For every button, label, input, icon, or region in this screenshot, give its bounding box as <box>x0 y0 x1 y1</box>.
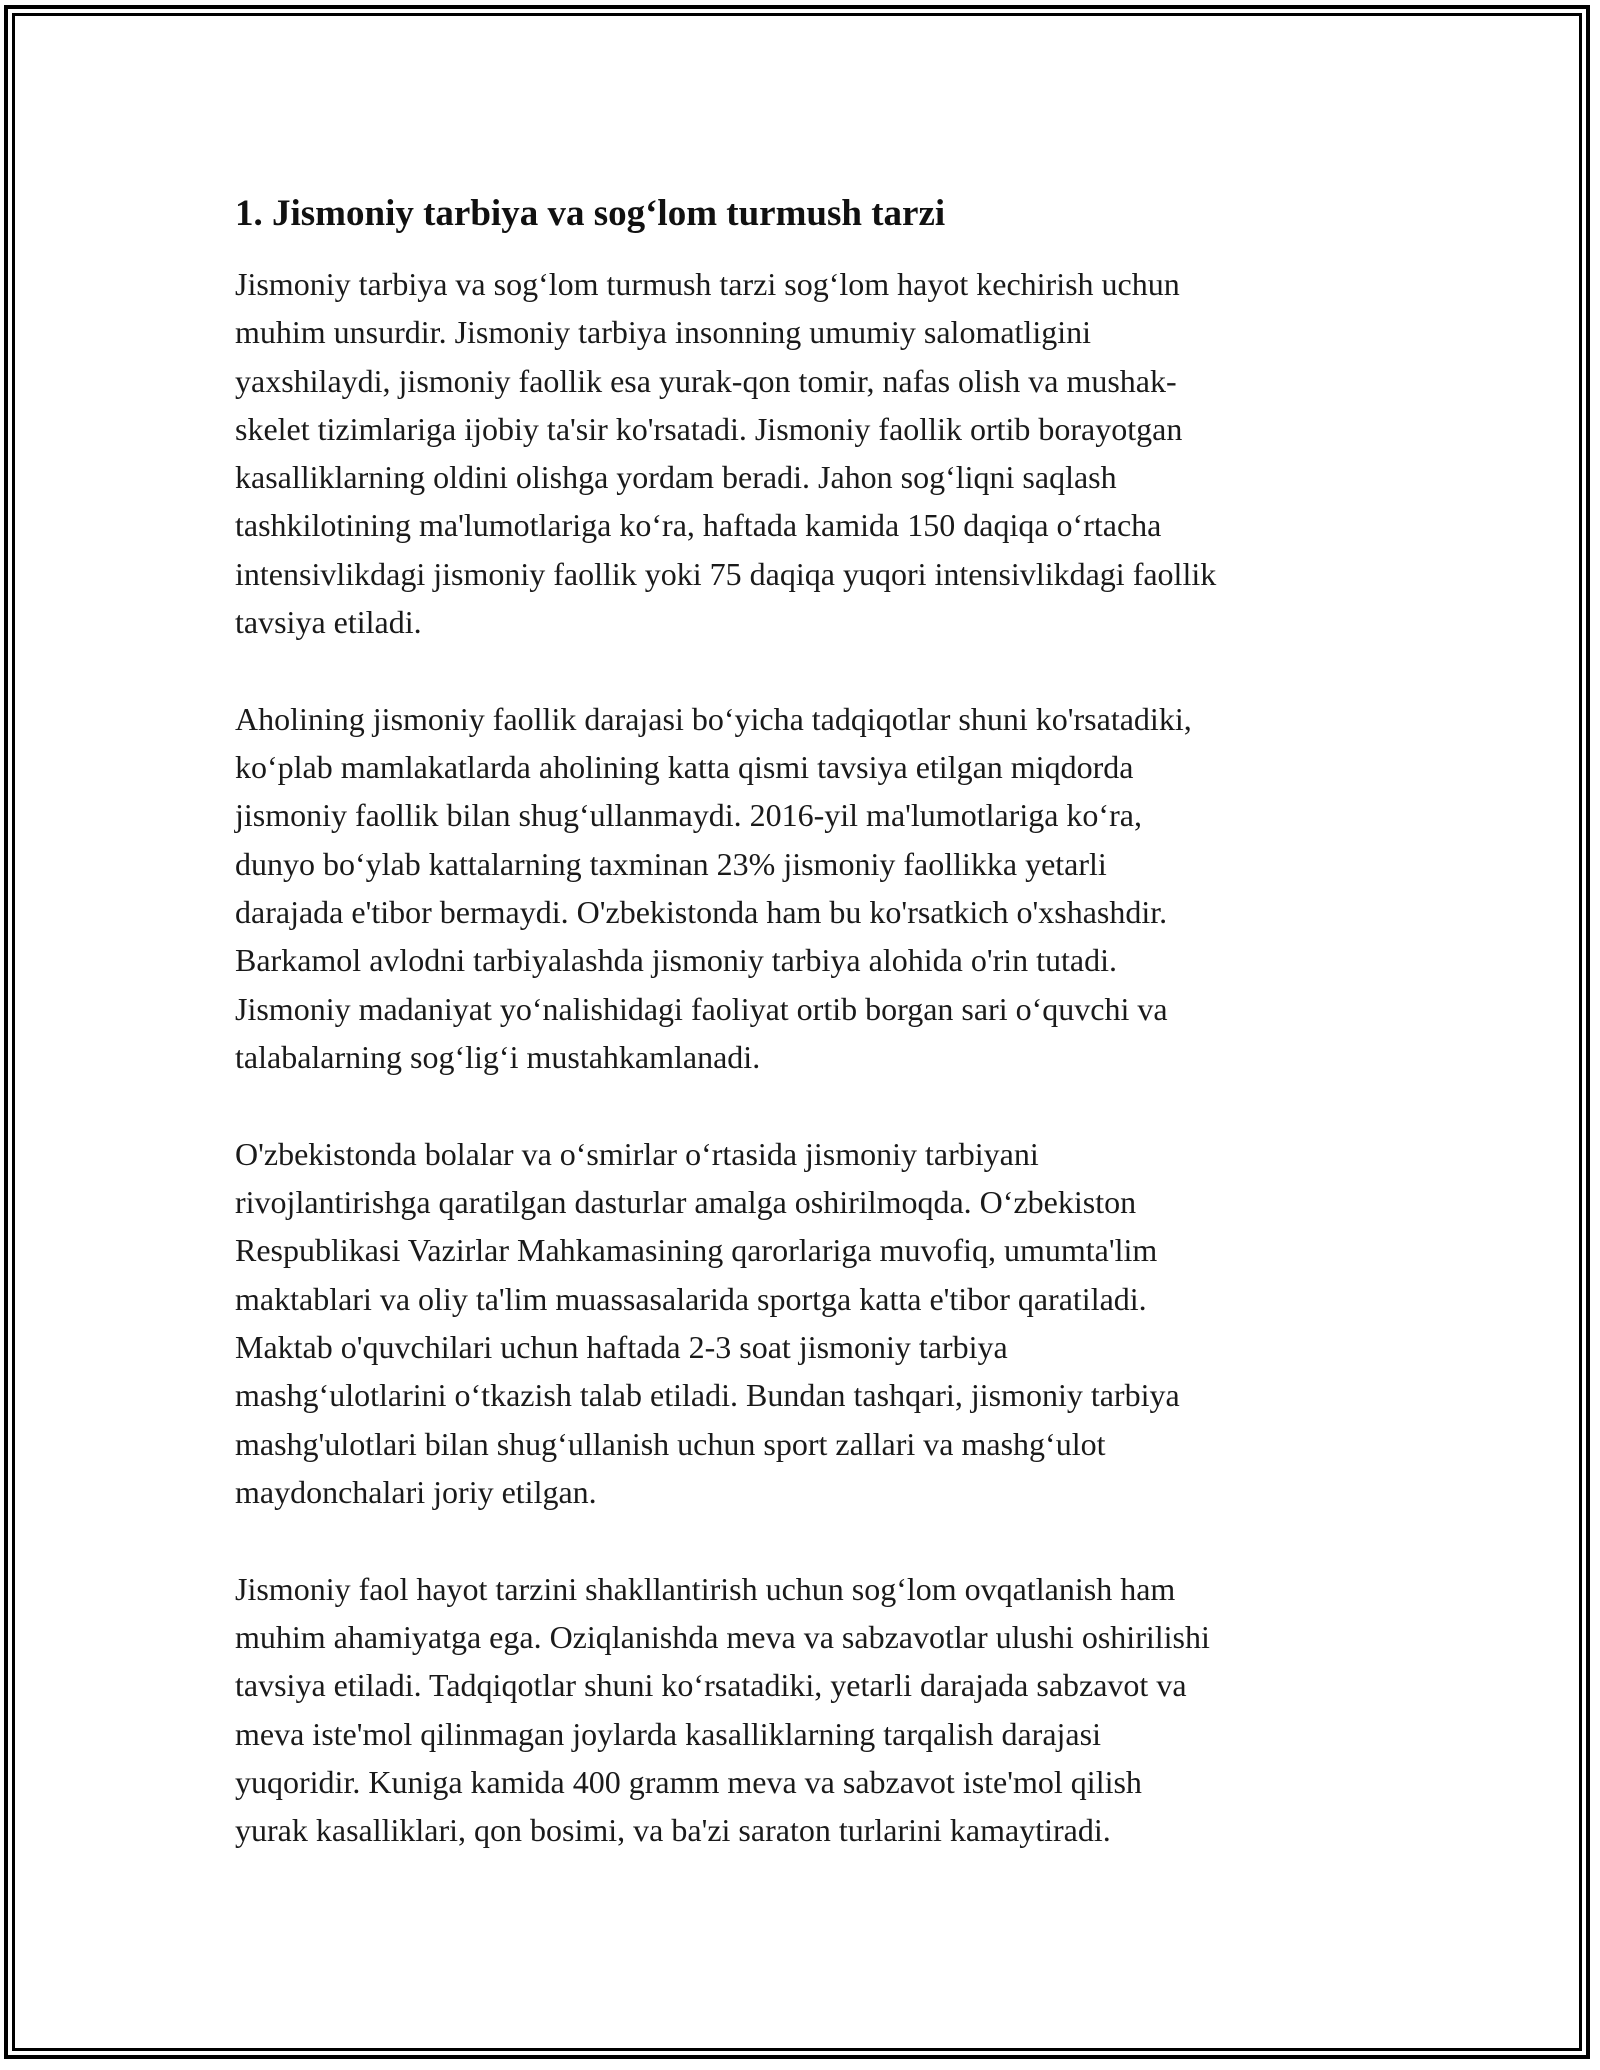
paragraph-uzbekistan-programs: O'zbekistonda bolalar va o‘smirlar o‘rtasida jismoniy tarbiyani rivojlantirishga qaratilgan dasturlar amalga oshirilmoqda. O‘zbekiston Respublikasi Vazirlar Mahkamasining qarorlariga muvofiq, umumta'lim maktablari va oliy ta'lim muassasalarida sportga katta e'tibor qaratiladi. Maktab o'quvchilari uchun haftada 2-3 soat jismoniy tarbiya mashg‘ulotlarini o‘tkazish talab etiladi. Bundan tashqari, jismoniy tarbiya mashg'ulotlari bilan shug‘ullanish uchun sport zallari va mashg‘ulot maydonchalari joriy etilgan. <box>235 1135 1180 1510</box>
paragraph-activity-statistics: Aholining jismoniy faollik darajasi bo‘yicha tadqiqotlar shuni ko'rsatadiki, ko‘plab mamlakatlarda aholining katta qismi tavsiya etilgan miqdorda jismoniy faollik bilan shug‘ullanmaydi. 2016-yil ma'lumotlariga ko‘ra, dunyo bo‘ylab kattalarning taxminan 23% jismoniy faollikka yetarli darajada e'tibor bermaydi. O'zbekistonda ham bu ko'rsatkich o'xshashdir. Barkamol avlodni tarbiyalashda jismoniy tarbiya alohida o'rin tutadi. Jismoniy madaniyat yo‘nalishidagi faoliyat ortib borgan sari o‘quvchi va talabalarning sog‘lig‘i mustahkamlanadi. <box>235 700 1192 1075</box>
paragraph-physical-education-intro: Jismoniy tarbiya va sog‘lom turmush tarzi sog‘lom hayot kechirish uchun muhim unsurdir. Jismoniy tarbiya insonning umumiy salomatligini yaxshilaydi, jismoniy faollik esa yurak-qon tomir, nafas olish va mushak- skelet tizimlariga ijobiy ta'sir ko'rsatadi. Jismoniy faollik ortib borayotgan kasalliklarning oldini olishga yordam beradi. Jahon sog‘liqni saqlash tashkilotining ma'lumotlariga ko‘ra, haftada kamida 150 daqiqa o‘rtacha intensivlikdagi jismoniy faollik yoki 75 daqiqa yuqori intensivlikdagi faollik tavsiya etiladi. <box>235 266 1217 641</box>
section-heading: 1. Jismoniy tarbiya va sog‘lom turmush tarzi <box>235 193 946 234</box>
document-body <box>235 188 1385 1903</box>
paragraph-healthy-nutrition: Jismoniy faol hayot tarzini shakllantirish uchun sog‘lom ovqatlanish ham muhim ahamiyatga ega. Oziqlanishda meva va sabzavotlar ulushi oshirilishi tavsiya etiladi. Tadqiqotlar shuni ko‘rsatadiki, yetarli darajada sabzavot va meva iste'mol qilinmagan joylarda kasalliklarning tarqalish darajasi yuqoridir. Kuniga kamida 400 gramm meva va sabzavot iste'mol qilish yurak kasalliklari, qon bosimi, va ba'zi saraton turlarini kamaytiradi. <box>235 1570 1210 1849</box>
